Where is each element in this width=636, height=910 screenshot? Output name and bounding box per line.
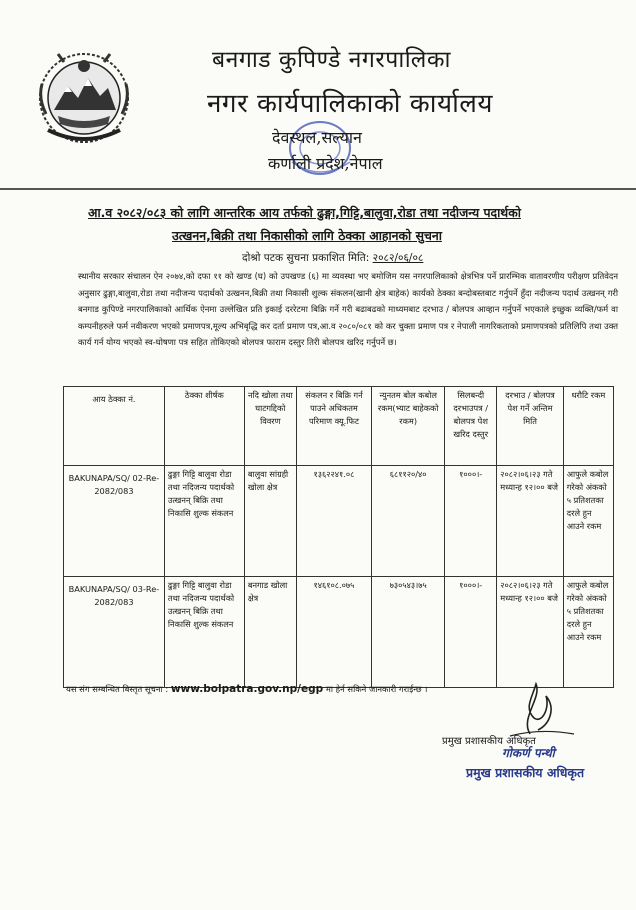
office-name: नगर कार्यपालिकाको कार्यालय (207, 89, 494, 119)
signatory-title: प्रमुख प्रशासकीय अधिकृत (466, 765, 585, 780)
col-deposit: धरौटि रकम (563, 387, 613, 466)
col-contract-title: ठेक्का शीर्षक (164, 387, 244, 466)
cell-contract-no: BAKUNAPA/SQ/ 02-Re-2082/083 (64, 466, 165, 577)
cell-quantity: १३६२२४१.०८ (296, 466, 371, 577)
bolpatra-link[interactable]: www.bolpatra.gov.np/egp (170, 683, 324, 695)
table-row (64, 577, 614, 688)
header-divider (0, 188, 636, 190)
footnote-suffix: मा हेर्न सकिने जानकारी गराईन्छ । (325, 684, 428, 694)
publication-date (242, 251, 423, 265)
col-deadline: दरभाउ / बोलपत्र पेश गर्ने अन्तिम मिति (497, 387, 564, 466)
signature-icon (490, 678, 580, 740)
publication-date-value: २०८२/०६/०८ (372, 252, 424, 264)
cell-quantity: १४६१०८.०७५ (296, 577, 371, 688)
municipality-name: बनगाड कुपिण्डे नगरपालिका (212, 47, 451, 73)
cell-river: बनगाड खोला क्षेत्र (244, 577, 296, 688)
footnote-prefix: यस संग सम्बन्धित बिस्तृत सूचना : (66, 684, 169, 694)
publication-date-label: दोश्रो पटक सुचना प्रकाशित मिति: (242, 252, 370, 264)
cell-contract-no: BAKUNAPA/SQ/ 03-Re-2082/083 (64, 577, 165, 688)
col-max-quantity: संकलन र बिक्रि गर्न पाउने अधिकतम परिमाण क्यू.फिट (296, 387, 371, 466)
cell-min-bid: ७३०५४३।७५ (372, 577, 445, 688)
contract-table (63, 386, 614, 688)
cell-river: बालुवा सांग्रही खोला क्षेत्र (244, 466, 296, 577)
cell-deadline: २०८२।०६।२३ गते मध्यान्ह १२।०० बजे (497, 466, 564, 577)
cell-deadline: २०८२।०६।२३ गते मध्यान्ह १२।०० बजे (497, 577, 564, 688)
signatory-name: गोकर्ण पन्थी (502, 746, 555, 760)
notice-title-line2: उत्खनन,बिक्री तथा निकासीको लागि ठेक्का आहानको सुचना (172, 228, 442, 243)
signatory-label: प्रमुख प्रशासकीय अधिकृत (442, 736, 536, 747)
col-river-details: नदि खोला तथा घाटगद्दिको विवरण (244, 387, 296, 466)
office-address: देवस्थल,सल्यान (272, 128, 362, 147)
nepal-emblem-icon (28, 40, 140, 152)
col-bid-fee: सिलबन्दी दरभाउपत्र / बोलपत्र पेश खरिद दस्तुर (445, 387, 497, 466)
cell-deposit: आफुले कबोल गरेको अंकको ५ प्रतिशतका दरले हुन आउने रकम (563, 466, 613, 577)
office-province: कर्णाली प्रदेश,नेपाल (268, 154, 383, 173)
cell-fee: १०००।- (445, 577, 497, 688)
cell-min-bid: ६८११२०/४० (372, 466, 445, 577)
footnote (66, 683, 427, 695)
col-min-bid: न्युनतम बोल कबोल रकम(भ्याट बाहेकको रकम) (372, 387, 445, 466)
notice-title-line1: आ.व २०८२/०८३ को लागि आन्तरिक आय तर्फको ढुङ्गा,गिट्टि,बालुवा,रोडा तथा नदीजन्य पदार्थको (88, 205, 521, 220)
notice-body: स्थानीय सरकार संचालन ऐन २०७४,को दफा ११ को खण्ड (घ) को उपखण्ड (६) मा व्यवस्था भए बमोजिम यस नगरपालिकाको क्षेत्रभित्र पर्ने प्रारम्भिक वातावरणीय परीक्षण प्रतिवेदन अनुसार ढुङ्गा,बालुवा,रोडा तथा नदीजन्य पदार्थको उत्खनन,बिक्री तथा निकासी शुल्क संकलन(खानी क्षेत्र बाहेक) कार्यको ठेक्का बन्दोबस्तबाट गर्नुपर्ने हुँदा नदीजन्य पदार्थ उत्खनन् गरी बनगाड कुपिण्डे नगरपालिकाको आर्थिक ऐनमा उल्लेखित प्रति इकाई दररेटमा बिक्रि गर्ने गरी बढाबढको माध्यमबाट दरभाउ / बोलपत्र आव्हान गर्नुपर्ने भएकाले इच्छुक व्यक्ति/फर्म वा कम्पनीहरुले फर्म नवीकरण भएको प्रमाणपत्र,मूल्य अभिबृद्धि कर दर्ता प्रमाण पत्र,आ.व २०८०/०८१ को कर चुक्ता प्रमाण पत्र र नेपाली नागरिकताको प्रमाणपत्रको प्रतिलिपि तथा उक्त कार्य गर्न योग्य भएको स्व-घोषणा पत्र सहित तोकिएको बोलपत्र फाराम दस्तुर तिरी बोलपत्र खरिद गर्नुपर्ने छ। (78, 271, 618, 348)
table-header-row (64, 387, 614, 466)
cell-contract-title: ढुङ्गा गिट्टि बालुवा रोडा तथा नदिजन्य पदार्थको उत्खनन् बिक्रि तथा निकासि शुल्क संकलन (164, 466, 244, 577)
cell-fee: १०००।- (445, 466, 497, 577)
cell-deposit: आफुले कबोल गरेको अंकको ५ प्रतिशतका दरले हुन आउने रकम (563, 577, 613, 688)
cell-contract-title: ढुङ्गा गिट्टि बालुवा रोडा तथा नदिजन्य पदार्थको उत्खनन् बिक्रि तथा निकासि शुल्क संकलन (164, 577, 244, 688)
col-contract-no: आय ठेक्का नं. (64, 387, 165, 466)
table-row (64, 466, 614, 577)
